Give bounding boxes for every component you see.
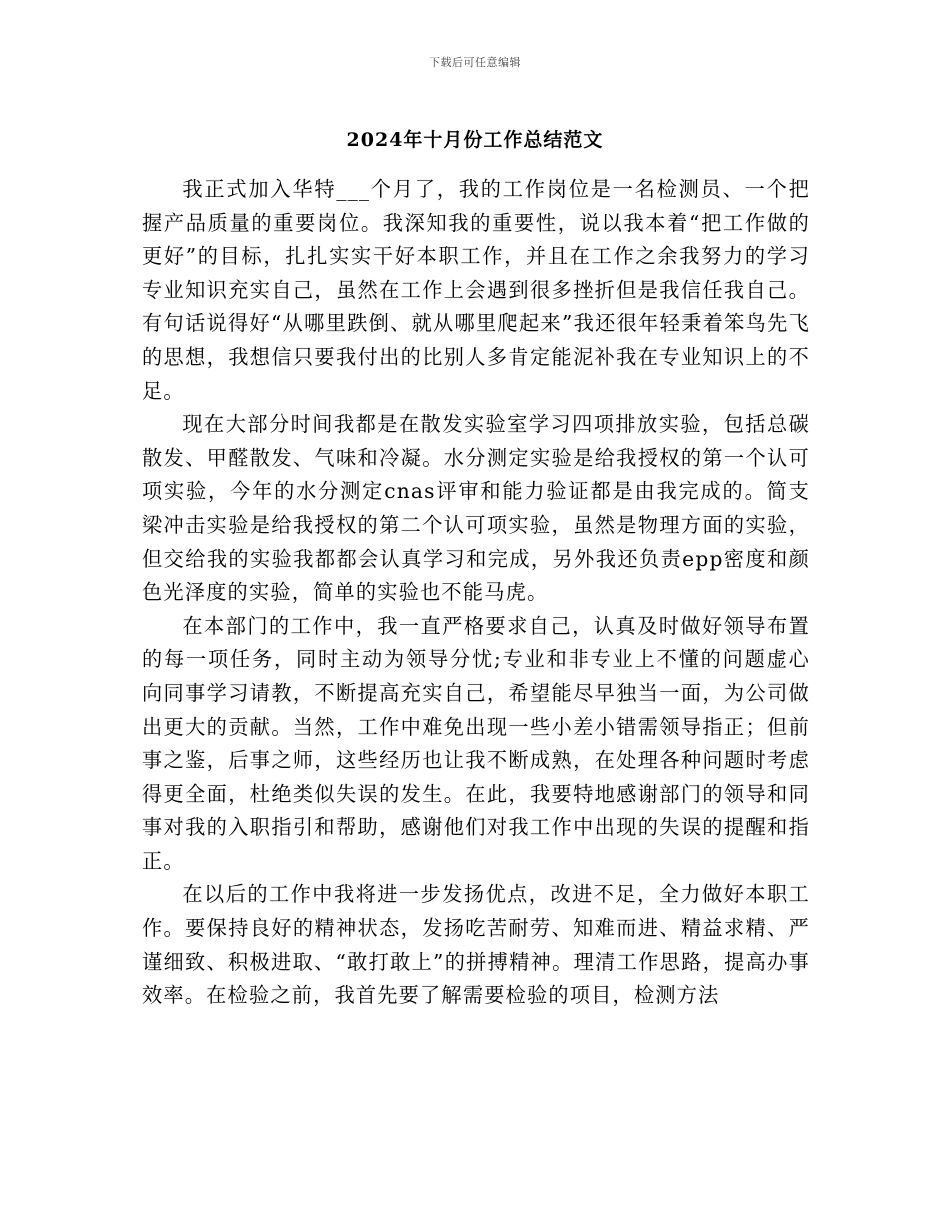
- document-title: 2024年十月份工作总结范文: [346, 129, 604, 151]
- body-paragraph-4: 在以后的工作中我将进一步发扬优点，改进不足，全力做好本职工作。要保持良好的精神状态，发扬吃苦耐劳、知难而进、精益求精、严谨细致、积极进取、“敢打敢上”的拼搏精神。理清工作思路，提高办事效率。在检验之前，我首先要了解需要检验的项目，检测方法: [142, 882, 810, 1008]
- body-paragraph-2: 现在大部分时间我都是在散发实验室学习四项排放实验，包括总碳散发、甲醛散发、气味和冷凝。水分测定实验是给我授权的第一个认可项实验，今年的水分测定cnas评审和能力验证都是由我完成的。简支梁冲击实验是给我授权的第二个认可项实验，虽然是物理方面的实验，但交给我的实验我都都会认真学习和完成，另外我还负责epp密度和颜色光泽度的实验，简单的实验也不能马虎。: [142, 412, 810, 605]
- body-paragraph-3: 在本部门的工作中，我一直严格要求自己，认真及时做好领导布置的每一项任务，同时主动为领导分忧;专业和非专业上不懂的问题虚心向同事学习请教，不断提高充实自己，希望能尽早独当一面，为公司做出更大的贡献。当然，工作中难免出现一些小差小错需领导指正；但前事之鉴，后事之师，这些经历也让我不断成熟，在处理各种问题时考虑得更全面，杜绝类似失误的发生。在此，我要特地感谢部门的领导和同事对我的入职指引和帮助，感谢他们对我工作中出现的失误的提醒和指正。: [142, 613, 810, 873]
- body-paragraph-1: 我正式加入华特___个月了，我的工作岗位是一名检测员、一个把握产品质量的重要岗位。我深知我的重要性，说以我本着“把工作做的更好”的目标，扎扎实实干好本职工作，并且在工作之余我努力的学习专业知识充实自己，虽然在工作上会遇到很多挫折但是我信任我自己。有句话说得好“从哪里跌倒、就从哪里爬起来”我还很年轻秉着笨鸟先飞的思想，我想信只要我付出的比别人多肯定能泥补我在专业知识上的不足。: [142, 177, 810, 403]
- page-header-note: 下载后可任意编辑: [429, 56, 521, 69]
- document-body: [142, 173, 810, 1013]
